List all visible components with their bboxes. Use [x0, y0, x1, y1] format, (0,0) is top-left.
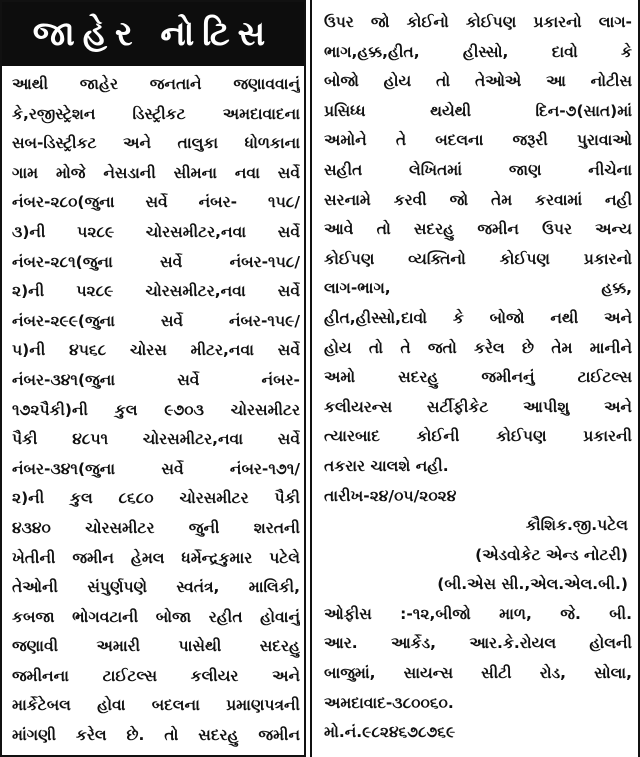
mobile-number: મો.નં.૯૮૨૪૬૭૮૭૬૯	[324, 723, 456, 742]
body-line: તેઓની સંપુર્ણપણે સ્વતંત્ર, માલિકી,	[12, 578, 300, 597]
body-line: નંબર-૨૮૦(જુના સર્વે નંબર- ૧૫૮/	[12, 193, 300, 212]
notice-left-column	[0, 0, 306, 757]
body-line: હોય તો તે જતો કરેલ છે તેમ માનીને	[324, 338, 632, 357]
body-line: સરનામે કરવી જો તેમ કરવામાં નહી	[324, 190, 632, 209]
body-line: સબ-ડિસ્ટ્રીકટ અને તાલુકા ધોળકાના	[12, 134, 300, 153]
body-line: કલીયરન્સ સર્ટીફીકેટ આપીશુ અને	[324, 397, 632, 416]
body-line: નંબર-૩૪૧(જુના સર્વે નંબર-૧૭૧/	[12, 459, 300, 478]
body-line: તકરાર ચાલશે નહી.	[324, 456, 449, 475]
notice-title-banner	[2, 2, 304, 66]
body-line: આવે તો સદરહુ જમીન ઉપર અન્ય	[324, 220, 632, 239]
body-line: માંગણી કરેલ છે. તો સદરહુ જમીન	[12, 726, 300, 745]
body-line: ગામ મોજે નેસડાની સીમના નવા સર્વે	[12, 163, 300, 182]
notice-body-left	[12, 70, 300, 751]
body-line: ૨)ની ૫૨૮૯ ચોરસમીટર,નવા સર્વે	[12, 282, 300, 301]
body-line: ઉપર જો કોઈનો કોઈપણ પ્રકારનો લાગ-	[324, 13, 632, 31]
body-line: કબજા ભોગવટાની બોજા રહીત હોવાનું	[12, 607, 300, 626]
body-line: નંબર-૩૪૧(જુના સર્વે નંબર-	[12, 370, 300, 389]
address-line: ઓફીસ :-૧૨,બીજો માળ, જે. બી.	[324, 604, 632, 623]
signatory-name: કૌશિક.જી.પટેલ	[525, 516, 628, 535]
address-line: આર. આર્કેડ, આર.કે.રોયલ હોલની	[324, 634, 632, 653]
body-line: બોજો હોય તો તેઓએ આ નોટીસ	[324, 72, 632, 91]
address-line: બાજુમાં, સાયન્સ સીટી રોડ, સોલા,	[324, 664, 632, 683]
body-line: જણાવી અમારી પાસેથી સદરહુ	[12, 637, 300, 656]
body-line: ખેતીની જમીન હેમલ ધર્મેન્દ્રકુમાર પટેલે	[12, 548, 300, 567]
signatory-degree: (બી.એસ સી.,એલ.એલ.બી.)	[437, 575, 628, 594]
body-line: ૪૩૪૦ ચોરસમીટર જુની શરતની	[12, 518, 300, 537]
body-line: ત્યારબાદ કોઈની કોઈપણ પ્રકારની	[324, 427, 632, 446]
body-line: નંબર-૨૮૧(જુના સર્વે નંબર-૧૫૮/	[12, 252, 300, 271]
body-line: જમીનના ટાઈટલ્સ કલીયર અને	[12, 666, 300, 685]
notice-date: તારીખ-૨૪/૦૫/૨૦૨૪	[324, 486, 457, 505]
address-line: અમદાવાદ-૩૮૦૦૬૦.	[324, 693, 454, 712]
body-line: હીત,હીસ્સો,દાવો કે બોજો નથી અને	[324, 308, 632, 327]
body-line: નંબર-૨૯૯(જુના સર્વે નંબર-૧૫૯/	[12, 311, 300, 330]
body-line: પૈકી ૪૮૫૧ ચોરસમીટર,નવા સર્વે	[12, 430, 300, 449]
body-line: કે,રજીસ્ટ્રેશન ડિસ્ટ્રીકટ અમદાવાદના	[12, 104, 300, 123]
notice-title: જાહેર નોટિસ	[32, 14, 274, 54]
body-line: ૫)ની ૪૫૬૮ ચોરસ મીટર,નવા સર્વે	[12, 341, 300, 360]
body-line: સહીત લેખિતમાં જાણ નીચેના	[324, 160, 632, 179]
body-line: લાગ-ભાગ, હક્ક,	[324, 279, 632, 298]
body-line: માર્કેટેબલ હોવા બદલના પ્રમાણપત્રની	[12, 696, 300, 715]
notice-right-column	[310, 0, 640, 757]
body-line: ૨)ની કુલ ૮૬૮૦ ચોરસમીટર પૈકી	[12, 489, 300, 508]
body-line: અમો સદરહુ જમીનનું ટાઈટલ્સ	[324, 368, 632, 387]
body-line: ૩)ની ૫૨૮૯ ચોરસમીટર,નવા સર્વે	[12, 222, 300, 241]
body-line: ૧૭૨પૈકી)ની કુલ ૯૭૦૩ ચોરસમીટર	[12, 400, 300, 419]
body-line: અમોને તે બદલના જરૂરી પુરાવાઓ	[324, 131, 632, 150]
body-line: ભાગ,હક્ક,હીત, હીસ્સો, દાવો કે	[324, 42, 632, 61]
notice-body-right	[324, 8, 632, 748]
signatory-role: (એડવોકેટ એન્ડ નોટરી)	[475, 545, 628, 564]
body-line: આથી જાહેર જનતાને જણાવવાનું	[12, 75, 300, 93]
body-line: કોઈપણ વ્યક્તિનો કોઈપણ પ્રકારનો	[324, 249, 632, 268]
body-line: પ્રસિધ્ધ થયેથી દિન-૭(સાત)માં	[324, 101, 632, 120]
